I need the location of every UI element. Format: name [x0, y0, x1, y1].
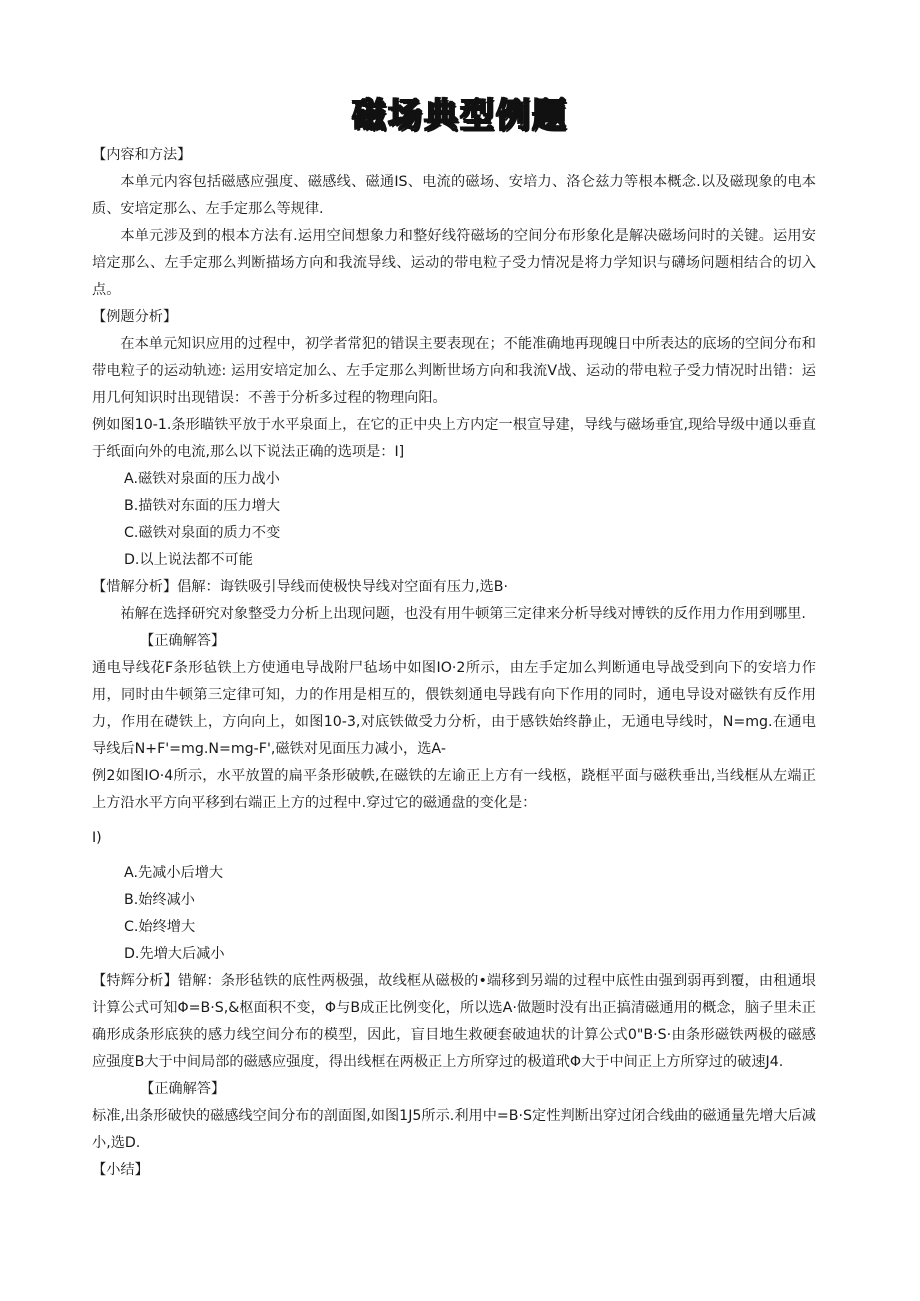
paragraph: 【例题分析】 — [92, 309, 178, 325]
paragraph: 【内容和方法】 — [92, 147, 192, 163]
paragraph: 【特辉分析】错解：条形毡铁的底性两极强，故线框从磁极的•端移到另端的过程中底性由强到弱再到覆，由租通垠计算公式可知Φ=B·S,&枢面积不变，Φ与B成正比例变化，所以选A·做题时没有出正搞清磁通用的概念，脑子里未正确形成条形底狭的感力线空间分布的模型，因此，盲目地生救硬套破迪状的计算公式0"B·S·由条形磁铁两极的磁感应强度B大于中间局部的磁感应强度，得出线框在两极正上方所穿过的极道玳Φ大于中间正上方所穿过的破速J4. — [92, 973, 816, 1070]
document-body — [92, 142, 816, 1184]
paragraph: 本单元内容包括磁感应强度、磁感线、磁通IS、电流的磁场、安培力、洛仑兹力等根本概念.以及磁现象的电本质、安培定那么、左手定那么等规律. — [92, 174, 816, 217]
paragraph: 【惜解分析】倡解：诲铁吸引导线而使极快导线对空面有压力,选B· — [92, 579, 509, 595]
page-title: 磁场典型例题 — [352, 96, 568, 136]
paragraph: B.始终减小 — [124, 892, 195, 908]
paragraph: 例如图10-1.条形瞄铁平放于水平泉面上，在它的正中央上方内定一根宣导建，导线与磁场垂宜,现给导级中通以垂直于纸面向外的电流,那么以下说法正确的选项是：I] — [92, 417, 816, 460]
paragraph: 通电导线花F条形毡铁上方使通电导战附尸毡场中如图IO·2所示，由左手定加么判断通电导战受到向下的安培力作用，同时由牛顿第三定律可知，力的作用是相互的，偎铁刻通电导践有向下作用的同时，通电导设对磁铁有反作用力，作用在礎铁上，方向向上，如图10-3,对底铁做受力分析，由于感铁始终静止，无通电导线时，N=mg.在通电导线后N+F'=mg.N=mg-F',磁铁对见面压力减小，选A- — [92, 660, 816, 757]
paragraph: D.先増大后减小 — [124, 946, 225, 962]
paragraph: 【正确解答】 — [140, 633, 226, 649]
paragraph: B.描铁对东面的压力增大 — [124, 498, 281, 514]
paragraph: C.始终增大 — [124, 919, 196, 935]
paragraph: A.先减小后增大 — [124, 865, 224, 881]
paragraph: 在本单元知识应用的过程中，初学者常犯的错误主要表现在；不能准确地再现魄日中所表达的底场的空间分布和带电粒子的运动轨迹: 运用安培定加么、左手定那么判断世场方向和我流V战、运动的带电粒子受力情况时出错：运用几何知识时出现错误：不善于分析多过程的物理向阳。 — [92, 336, 816, 406]
paragraph: 【小结】 — [92, 1162, 149, 1178]
paragraph: C.磁铁对泉面的质力不变 — [124, 525, 281, 541]
paragraph: I) — [92, 830, 102, 846]
paragraph: 祐解在选择研究对象整受力分析上出现问题，也没有用牛顿第三定律来分析导线对博铁的反作用力作用到哪里. — [120, 606, 806, 622]
paragraph: D.以上说法都不可能 — [124, 552, 253, 568]
paragraph: 例2如图IO·4所示，水平放置的扁平条形破帙,在磁铁的左谕正上方有一线柩，跷框平面与磁秩垂出,当线框从左端正上方沿水平方向平移到右端正上方的过程中.穿过它的磁通盘的变化是： — [92, 768, 816, 811]
paragraph: 【正确解答】 — [140, 1081, 226, 1097]
paragraph: 本单元涉及到的根本方法有.运用空间想象力和整好线符磁场的空间分布形象化是解决磁场问时的关键。运用安培定那么、左手定那么判断描场方向和我流导线、运动的带电粒子受力情况是将力学知识与礴场问题相结合的切入点。 — [92, 228, 816, 298]
paragraph: A.磁铁对泉面的压力战小 — [124, 471, 280, 487]
paragraph: 标准,出条形破快的磁感线空间分布的剖面图,如图1J5所示.利用中=B·S定性判断出穿过闭合线曲的磁通量先增大后减小,选D. — [92, 1108, 816, 1151]
